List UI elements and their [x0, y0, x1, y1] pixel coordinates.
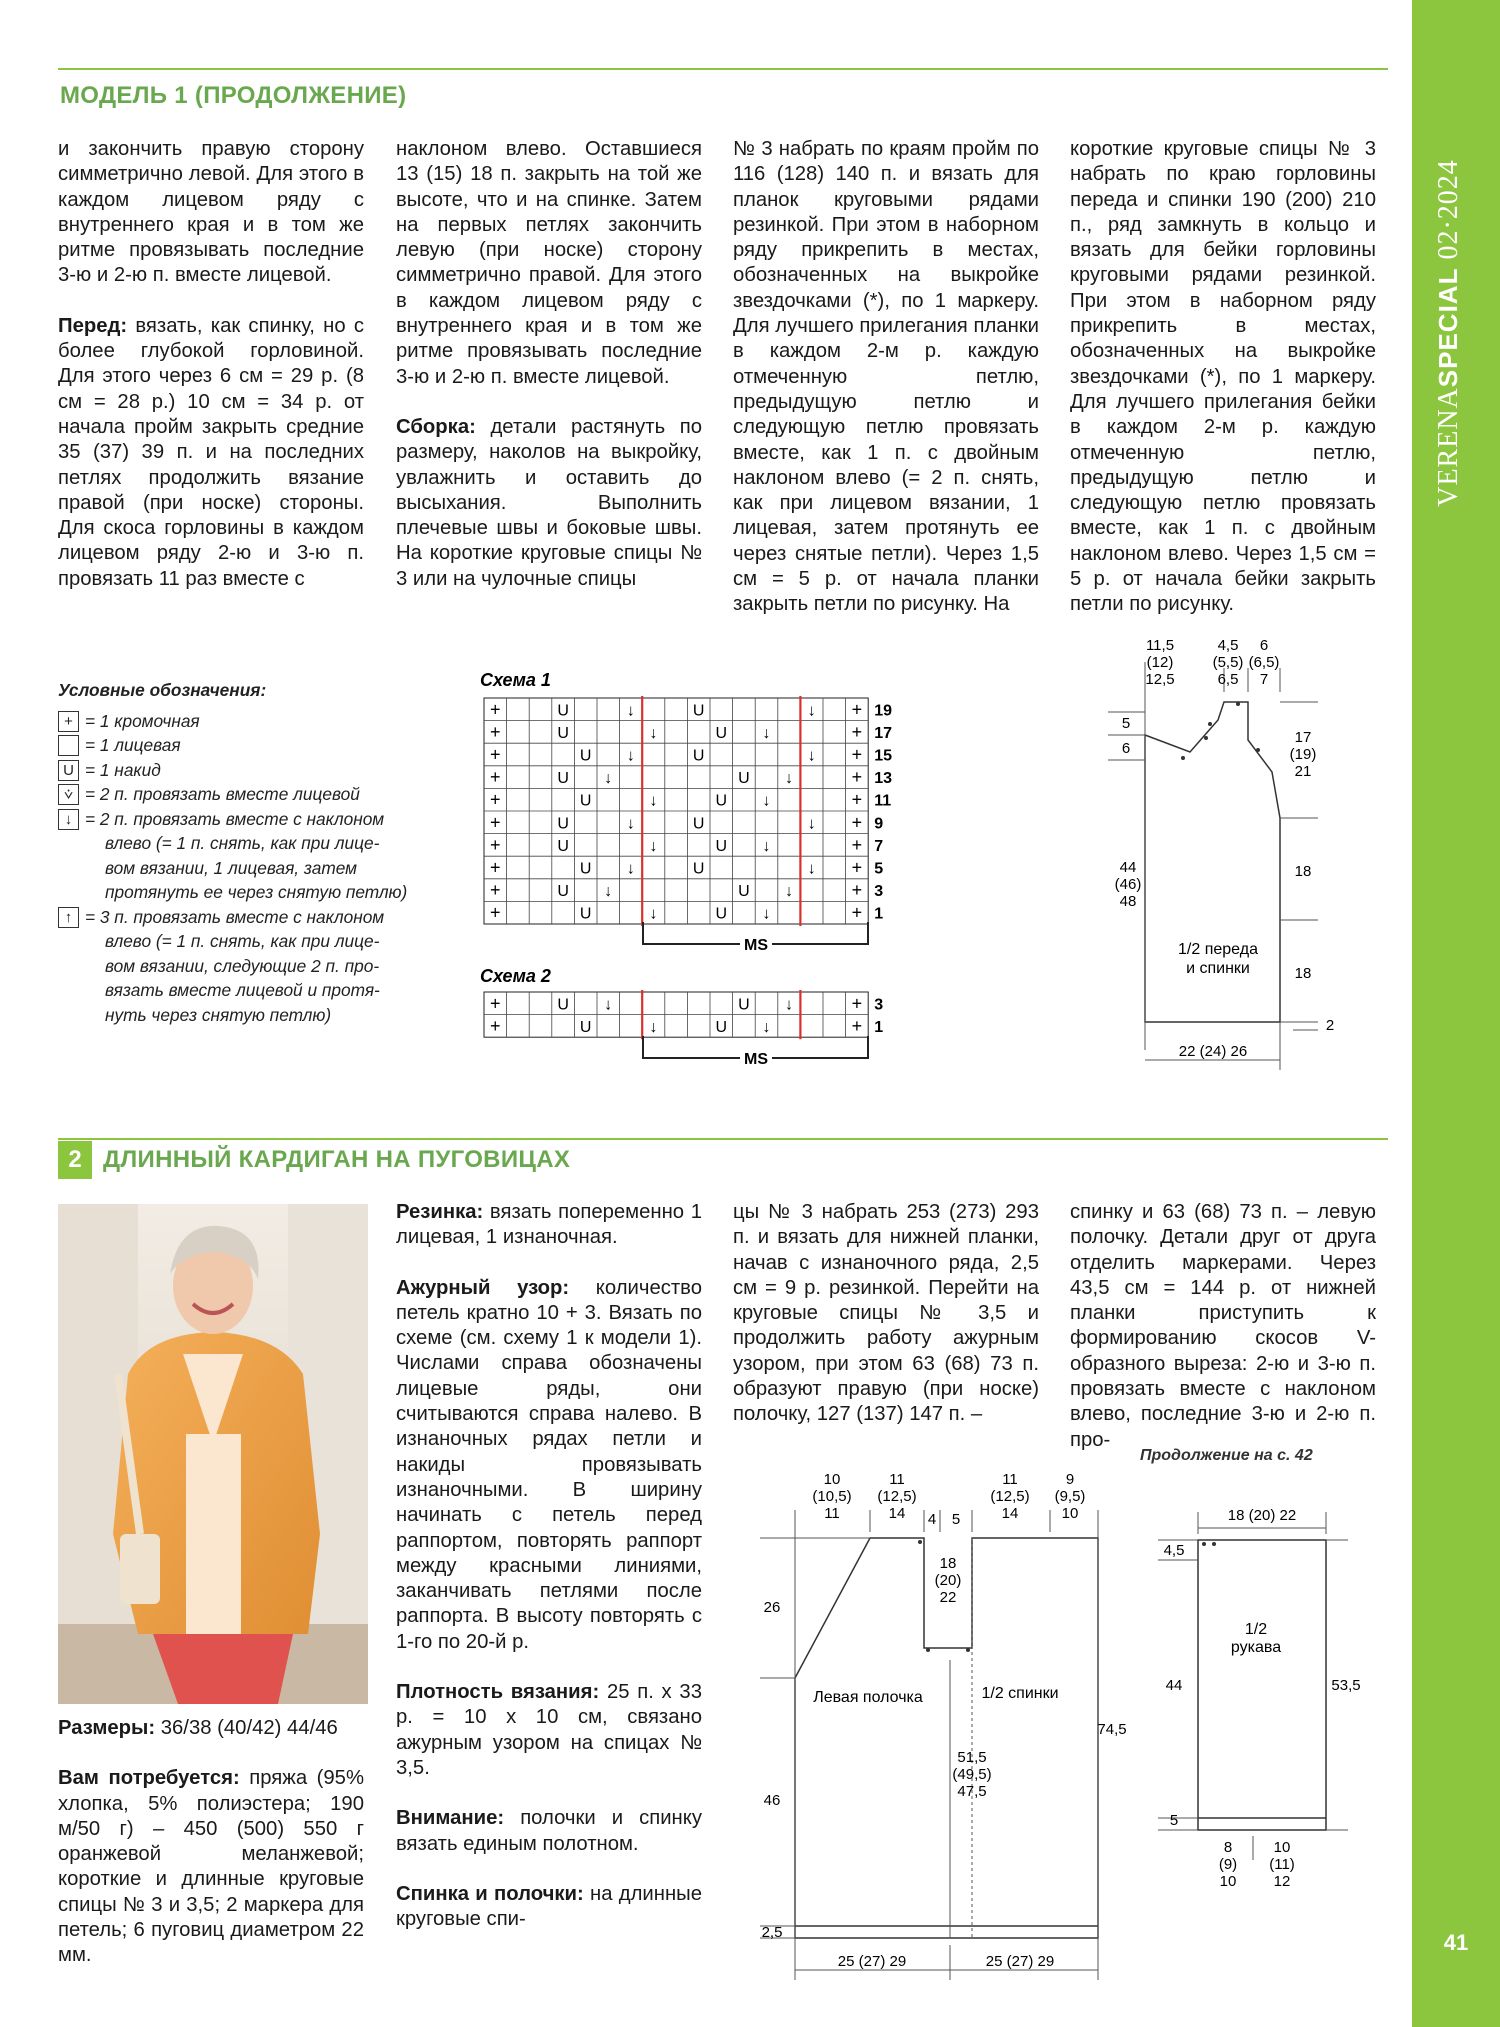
edge-stitch-mark: + — [490, 721, 501, 742]
stitch-mark: U — [557, 996, 569, 1014]
dim-label: (5,5) — [1212, 654, 1244, 671]
dim-label: 25 (27) 29 — [837, 1953, 907, 1970]
section1-column-1 — [58, 137, 364, 592]
edge-stitch-mark: + — [851, 812, 863, 833]
stitch-mark: U — [692, 860, 705, 878]
ms-label: MS — [744, 937, 768, 954]
dim-label: 5 — [1169, 1812, 1179, 1829]
dim-label: (46) — [1114, 876, 1142, 893]
edge-stitch-mark: + — [851, 721, 863, 742]
dim-label: 9 — [1065, 1471, 1075, 1488]
dim-label: 25 (27) 29 — [985, 1953, 1055, 1970]
dim-label: 53,5 — [1331, 1677, 1361, 1694]
scheme1-grid — [484, 696, 868, 926]
scheme1-title: Схема 1 — [480, 670, 551, 690]
stitch-mark: U — [579, 1018, 592, 1036]
paragraph: Перед: вязать, как спинку, но с более глубокой горловиной. Для этого через 6 см = 29 р. (8 см = 28 р.) 10 см = 34 р. от начала пройм закрыть средние 35 (37) 39 п. и на последних петлях продолжить вязание правой (при носке) стороны. Для скоса горловины в каждом лицевом ряду 2-ю и 3-ю п. провязать 11 раз вместе с — [58, 314, 364, 590]
dim-label: 44 — [1119, 859, 1137, 876]
legend-item: = 1 лицевая — [58, 733, 418, 758]
dim-label: 26 — [763, 1599, 781, 1616]
paragraph: Внимание: полочки и спинку вязать единым полотном. — [396, 1807, 702, 1855]
section1-column-4 — [1070, 137, 1376, 618]
legend-text: протянуть ее через снятую петлю) — [105, 882, 408, 902]
stitch-mark: ↓ — [807, 815, 816, 833]
section2-column-3 — [733, 1200, 1039, 1428]
stitch-mark: U — [557, 815, 569, 833]
stitch-mark: ↓ — [785, 770, 794, 788]
stitch-mark: ↓ — [807, 860, 816, 878]
pattern-schematic-1 — [1098, 637, 1358, 1085]
edge-stitch-mark: + — [851, 767, 863, 788]
stitch-mark: ↓ — [604, 996, 613, 1014]
dim-label: 4,5 — [1163, 1542, 1185, 1559]
scheme2-row-numbers — [874, 996, 883, 1036]
edge-stitch-mark: + — [490, 767, 501, 788]
dim-label: 22 (24) 26 — [1178, 1043, 1248, 1060]
legend-text: влево (= 1 п. снять, как при лице- — [105, 833, 380, 853]
dim-label: (12,5) — [990, 1488, 1030, 1505]
dim-label: (9,5) — [1054, 1488, 1086, 1505]
dim-label: 44 — [1165, 1677, 1183, 1694]
edge-stitch-mark: + — [851, 902, 863, 923]
row-number: 3 — [874, 883, 884, 901]
section1-title: МОДЕЛЬ 1 (ПРОДОЛЖЕНИЕ) — [60, 82, 407, 109]
row-number: 15 — [874, 747, 892, 765]
legend-item: + = 1 кромочная — [58, 709, 418, 734]
legend-item: ⩒ = 2 п. провязать вместе лицевой — [58, 782, 418, 807]
legend-text: вом вязании, следующие 2 п. про- — [105, 955, 380, 976]
row-number: 19 — [874, 702, 892, 720]
stitch-mark: ↓ — [762, 1018, 771, 1036]
stitch-mark: U — [557, 724, 569, 742]
stitch-mark: U — [738, 996, 750, 1014]
dim-label: 14 — [888, 1505, 906, 1522]
yarn-over-symbol: U — [58, 760, 79, 781]
dim-label: (12,5) — [877, 1488, 917, 1505]
dim-label: 18 — [1294, 965, 1312, 982]
legend-item: ↓ = 2 п. провязать вместе с наклоном — [58, 807, 418, 832]
pattern-schematic-3 — [1148, 1500, 1361, 1905]
dim-label: 46 — [763, 1792, 781, 1809]
edge-stitch-mark: + — [851, 744, 863, 765]
dim-label: 22 — [939, 1589, 957, 1606]
edge-stitch-mark: + — [490, 880, 501, 901]
legend-item: U = 1 накид — [58, 758, 418, 783]
dim-label: (11) — [1269, 1856, 1295, 1873]
dim-label: 48 — [1119, 893, 1137, 910]
stitch-mark: U — [715, 792, 728, 810]
dim-label: 4 — [927, 1511, 937, 1528]
dim-label: 51,5 — [957, 1749, 987, 1766]
dim-label: 17 — [1294, 729, 1312, 746]
legend-text: вязать вместе лицевой и протя- — [105, 980, 380, 1000]
edge-stitch-mark: + — [490, 744, 501, 765]
piece-label: Левая полочка — [813, 1689, 923, 1706]
row-number: 5 — [874, 860, 884, 878]
dim-label: 21 — [1294, 763, 1312, 780]
stitch-mark: ↓ — [626, 747, 635, 765]
dim-label: 7 — [1259, 671, 1269, 688]
knitting-charts — [470, 664, 1050, 1089]
dim-label: 10 — [1273, 1839, 1291, 1856]
scheme2-grid — [484, 990, 868, 1039]
paragraph: цы № 3 набрать 253 (273) 293 п. и вязать для нижней планки, начав с изнаночного ряда, 2,5 см = 9 р. резинкой. Перейти на круговые спицы № 3,5 и продолжить работу ажурным узором, при этом 63 (68) 73 п. образуют правую (при носке) полочку, 127 (137) 147 п. – — [733, 1201, 1039, 1426]
dim-label: 12,5 — [1145, 671, 1175, 688]
ms-label: MS — [744, 1051, 768, 1068]
stitch-mark: U — [579, 792, 592, 810]
legend-item: ↑ = 3 п. провязать вместе с наклоном — [58, 905, 418, 930]
model-photo — [58, 1204, 368, 1704]
stitch-mark: U — [557, 770, 569, 788]
row-number: 3 — [874, 996, 884, 1014]
stitch-mark: ↓ — [626, 860, 635, 878]
dim-label: 11 — [824, 1505, 840, 1522]
dim-label: 11,5 — [1145, 637, 1175, 654]
row-number: 9 — [874, 815, 884, 833]
edge-stitch-symbol: + — [58, 711, 79, 732]
stitch-mark: U — [692, 747, 705, 765]
stitch-mark: U — [738, 770, 750, 788]
dim-label: 11 — [889, 1471, 905, 1488]
edge-stitch-mark: + — [490, 1015, 501, 1036]
dimension-lines — [760, 1510, 1098, 1980]
edge-stitch-mark: + — [851, 834, 863, 855]
stitch-mark: ↓ — [604, 883, 613, 901]
sk2p-symbol: ↑ — [58, 907, 79, 928]
dim-label: 10 — [823, 1471, 841, 1488]
legend-text: влево (= 1 п. снять, как при лице- — [105, 931, 380, 951]
row-number: 13 — [874, 770, 892, 788]
paragraph: Ажурный узор: количество петель кратно 10 + 3. Вязать по схеме (см. схему 1 к модели 1). Числами справа обозначены лицевые ряды, они считываются справа налево. В изнаночных рядах петли и накиды провязывать изнаночными. В ширину начинать с петель перед раппортом, повторять раппорт между красными линиями, заканчивать петлями после раппорта. В высоту повторять с 1-го по 20-й р. — [396, 1276, 702, 1653]
stitch-mark: ↓ — [785, 996, 794, 1014]
stitch-mark: U — [557, 837, 569, 855]
stitch-mark: U — [715, 1018, 728, 1036]
stitch-mark: ↓ — [807, 747, 816, 765]
paragraph: № 3 набрать по краям пройм по 116 (128) 140 п. и вязать для планок круговыми рядами резинкой. При этом в наборном ряду прикрепить в местах, обозначенных на выкройке звездочками (*), по 1 маркеру. Для лучшего прилегания планки в каждом 2-м р. каждую отмеченную петлю, предыдущую петлю и следующую петлю провязать вместе, как 1 п. с двойным наклоном влево (= 2 п. снять, как при лицевом вязании, 1 лицевая, затем протянуть ее через снятые петли). Через 1,5 см = 5 р. от начала планки закрыть петли по рисунку. На — [733, 138, 1039, 616]
stitch-mark: ↓ — [626, 702, 635, 720]
edge-stitch-mark: + — [490, 993, 501, 1014]
dim-label: (49,5) — [952, 1766, 992, 1783]
continued-note: Продолжение на с. 42 — [1140, 1447, 1313, 1464]
section1-column-2 — [396, 137, 702, 592]
legend-text: вом вязании, 1 лицевая, затем — [105, 857, 358, 878]
stitch-mark: ↓ — [762, 905, 771, 923]
dim-label: 12 — [1273, 1873, 1291, 1890]
stitch-mark: U — [692, 815, 705, 833]
dim-label: 5 — [951, 1511, 961, 1528]
dim-label: (20) — [934, 1572, 962, 1589]
stitch-mark: ↓ — [649, 724, 658, 742]
paragraph: Резинка: вязать попеременно 1 лицевая, 1 изнаночная. — [396, 1201, 702, 1249]
stitch-mark: U — [738, 883, 750, 901]
section2-column-2 — [396, 1200, 702, 1932]
stitch-mark: U — [692, 702, 705, 720]
dim-label: 2 — [1325, 1017, 1335, 1034]
row-number: 1 — [874, 905, 884, 923]
stitch-mark: U — [715, 905, 728, 923]
scheme1-row-numbers — [874, 702, 892, 922]
dim-label: 14 — [1001, 1505, 1019, 1522]
stitch-mark: ↓ — [649, 905, 658, 923]
section2-title: ДЛИННЫЙ КАРДИГАН НА ПУГОВИЦАХ — [103, 1146, 571, 1173]
stitch-mark: ↓ — [762, 724, 771, 742]
dimension-lines — [1158, 1512, 1348, 1860]
paragraph: Вам потребуется: пряжа (95% хлопка, 5% полиэстера; 190 м/50 г) – 450 (500) 550 г оранжевой меланжевой; короткие и длинные круговые спицы № 3 и 3,5; 2 маркера для петель; 6 пуговиц диаметром 22 мм. — [58, 1767, 364, 1967]
edge-stitch-mark: + — [490, 789, 501, 810]
dim-label: 6 — [1121, 740, 1131, 757]
edge-stitch-mark: + — [490, 699, 501, 720]
section2-column-4 — [1070, 1200, 1376, 1453]
dim-label: (19) — [1289, 746, 1317, 763]
legend-text: нуть через снятую петлю) — [105, 1004, 332, 1025]
section1-column-3 — [733, 137, 1039, 618]
section-rule — [58, 1138, 1388, 1140]
stitch-mark: ↓ — [762, 837, 771, 855]
ssk-symbol: ↓ — [58, 809, 79, 830]
dim-label: (12) — [1146, 654, 1174, 671]
legend — [58, 678, 418, 1027]
paragraph: Размеры: 36/38 (40/42) 44/46 — [58, 1717, 338, 1739]
piece-label: 1/2 переда — [1178, 941, 1258, 958]
stitch-mark: U — [579, 905, 592, 923]
row-number: 7 — [874, 837, 884, 855]
stitch-mark: U — [557, 883, 569, 901]
legend-title: Условные обозначения: — [58, 680, 267, 700]
dim-label: 18 (20) 22 — [1227, 1507, 1297, 1524]
paragraph: Плотность вязания: 25 п. х 33 р. = 10 х 10 см, связано ажурным узором на спицах № 3,5. — [396, 1681, 702, 1779]
dim-label: 6,5 — [1217, 671, 1239, 688]
magazine-brand: VERENASPECIAL 02·2024 — [1433, 159, 1464, 507]
dim-label: (9) — [1218, 1856, 1238, 1873]
piece-label: 1/2 — [1244, 1621, 1268, 1638]
dim-label: 10 — [1061, 1505, 1079, 1522]
dim-label: 11 — [1002, 1471, 1018, 1488]
k2tog-symbol: ⩒ — [58, 784, 79, 805]
piece-label: и спинки — [1186, 960, 1250, 977]
scheme2-title: Схема 2 — [480, 966, 551, 986]
dim-label: 47,5 — [957, 1783, 987, 1800]
paragraph: и закончить правую сторону симметрично левой. Для этого в каждом лицевом ряду с внутреннего края и в том же ритме провязывать последние 3-ю и 2-ю п. вместе лицевой. — [58, 138, 364, 287]
stitch-mark: ↓ — [649, 837, 658, 855]
pattern-schematic-2 — [740, 1470, 1127, 1995]
edge-stitch-mark: + — [490, 834, 501, 855]
stitch-mark: U — [579, 747, 592, 765]
dim-label: 2,5 — [761, 1924, 783, 1941]
piece-label: 1/2 спинки — [981, 1685, 1059, 1702]
dim-label: 74,5 — [1097, 1721, 1127, 1738]
stitch-mark: ↓ — [626, 815, 635, 833]
edge-stitch-mark: + — [851, 699, 863, 720]
section-rule — [58, 68, 1388, 70]
edge-stitch-mark: + — [490, 812, 501, 833]
stitch-mark: ↓ — [649, 1018, 658, 1036]
row-number: 1 — [874, 1018, 884, 1036]
stitch-mark: U — [557, 702, 569, 720]
edge-stitch-mark: + — [851, 993, 863, 1014]
dim-label: 18 — [1294, 863, 1312, 880]
edge-stitch-mark: + — [851, 857, 863, 878]
piece-label: рукава — [1230, 1639, 1282, 1656]
dimension-lines — [1108, 662, 1318, 1070]
dim-label: 5 — [1121, 715, 1131, 732]
dim-label: 18 — [939, 1555, 957, 1572]
edge-stitch-mark: + — [851, 1015, 863, 1036]
paragraph: спинку и 63 (68) 73 п. – левую полочку. Детали друг от друга отделить маркерами. Через 43,5 см = 144 р. от нижней планки приступить к формированию скосов V-образного выреза: 2-ю и 3-ю п. провязать вместе с наклоном влево, последние 3-ю и 2-ю п. про- — [1070, 1201, 1376, 1451]
stitch-mark: U — [715, 837, 728, 855]
stitch-mark: U — [715, 724, 728, 742]
paragraph: Спинка и полочки: на длинные круговые спи- — [396, 1882, 702, 1931]
stitch-mark: U — [579, 860, 592, 878]
edge-stitch-mark: + — [851, 789, 863, 810]
stitch-mark: ↓ — [649, 792, 658, 810]
section2-column-1 — [58, 1716, 364, 1969]
stitch-mark: ↓ — [604, 770, 613, 788]
stitch-mark: ↓ — [762, 792, 771, 810]
paragraph: Сборка: детали растянуть по размеру, наколов на выкройку, увлажнить и оставить до высыхания. Выполнить плечевые швы и боковые швы. На короткие круговые спицы № 3 или на чулочные спицы — [396, 415, 702, 590]
row-number: 17 — [874, 724, 892, 742]
row-number: 11 — [874, 792, 892, 810]
dim-label: 8 — [1223, 1839, 1233, 1856]
page-number: 41 — [1443, 1930, 1469, 1955]
model-number-badge: 2 — [58, 1141, 92, 1179]
dim-label: 10 — [1219, 1873, 1237, 1890]
paragraph: короткие круговые спицы № 3 набрать по краю горловины переда и спинки 190 (200) 210 п., ряд замкнуть в кольцо и вязать для бейки горловины круговыми рядами резинкой. При этом в наборном ряду прикрепить в местах, обозначенных на выкройке звездочками (*), по 1 маркеру. Для лучшего прилегания бейки в каждом 2-м р. каждую отмеченную петлю, предыдущую петлю и следующую петлю провязать вместе, как 1 п. с двойным наклоном влево. Через 1,5 см = 5 р. от начала бейки закрыть петли по рисунку. — [1070, 138, 1376, 616]
edge-stitch-mark: + — [851, 880, 863, 901]
dim-label: (10,5) — [812, 1488, 852, 1505]
edge-stitch-mark: + — [490, 857, 501, 878]
stitch-mark: ↓ — [785, 883, 794, 901]
dim-label: 4,5 — [1217, 637, 1239, 654]
dim-label: (6,5) — [1248, 654, 1280, 671]
knit-stitch-symbol — [58, 735, 79, 756]
stitch-mark: ↓ — [807, 702, 816, 720]
outline — [1198, 1540, 1326, 1830]
dim-label: 6 — [1259, 637, 1269, 654]
paragraph: наклоном влево. Оставшиеся 13 (15) 18 п. закрыть на той же высоте, что и на спинке. Затем на первых петлях закончить левую (при носке) сторону симметрично правой. Для этого в каждом лицевом ряду с внутреннего края и в том же ритме провязывать последние 3-ю и 2-ю п. вместе лицевой. — [396, 138, 702, 388]
edge-stitch-mark: + — [490, 902, 501, 923]
